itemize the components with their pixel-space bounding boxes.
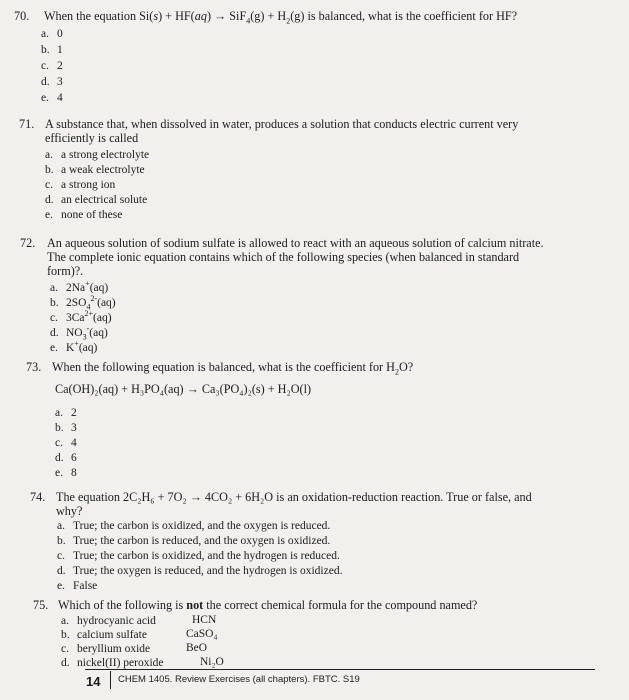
page-number: 14 <box>86 674 101 689</box>
option-c: c. a strong ion <box>45 179 116 191</box>
option-b-formula: CaSO₄ <box>186 628 218 640</box>
option-c: c. 4 <box>55 437 77 449</box>
option-d: d. an electrical solute <box>45 194 148 206</box>
question-text: Which of the following is not the correct chemical formula for the compound named? <box>58 598 478 612</box>
option-c: c. 2 <box>41 60 63 72</box>
option-c: c. beryllium oxide <box>61 643 151 655</box>
option-d: d. 6 <box>55 452 77 464</box>
question-text: A substance that, when dissolved in water, produces a solution that conducts electric current very efficiently is called <box>45 117 519 145</box>
option-a: a. 0 <box>41 28 63 40</box>
option-a: a. hydrocyanic acid <box>61 615 156 627</box>
option-e: e. False <box>57 580 98 592</box>
option-b: b. $2SO_4^{2-}(aq)$ <box>50 294 116 312</box>
option-e: e. 8 <box>55 467 77 479</box>
question-text: An aqueous solution of sodium sulfate is allowed to react with an aqueous solution of calcium nitrate. The complete ionic equation contains which of the following species (when balanced in standard form)?. <box>47 236 544 278</box>
option-b: b. a weak electrolyte <box>45 164 145 176</box>
option-d: d. 3 <box>41 76 63 88</box>
question-number: 74. <box>30 490 46 504</box>
option-c-formula: BeO <box>186 642 208 654</box>
option-d: d. $NO_3^-(aq)$ <box>50 324 108 342</box>
option-a: a. a strong electrolyte <box>45 149 150 161</box>
option-c: c. True; the carbon is oxidized, and the hydrogen is reduced. <box>57 550 340 562</box>
question-number: 71. <box>19 117 35 131</box>
question-number: 72. <box>20 236 36 250</box>
question-text: The equation 2C₂H₆ + 7O₂ → 4CO₂ + 6H₂O is an oxidation-reduction reaction. True or false, and why? <box>56 490 532 518</box>
option-c: c. $3Ca^{2+}(aq)$ <box>50 309 112 324</box>
option-e: e. 4 <box>41 92 63 104</box>
footer-separator <box>110 671 111 689</box>
question-number: 75. <box>33 598 49 612</box>
option-b: b. calcium sulfate <box>61 629 147 641</box>
footer-course: CHEM 1405. Review Exercises (all chapters). FBTC. S19 <box>118 674 360 685</box>
option-a: a. True; the carbon is oxidized, and the oxygen is reduced. <box>57 520 331 532</box>
question-number: 70. <box>14 9 30 23</box>
question-number: 73. <box>26 360 42 374</box>
option-e: e. K+(aq) <box>50 339 98 354</box>
option-e: e. none of these <box>45 209 123 221</box>
option-a: a. 2 <box>55 407 77 419</box>
option-b: b. True; the carbon is reduced, and the oxygen is oxidized. <box>57 535 331 547</box>
equation: Ca(OH)₂(aq) + H₃PO₄(aq) → Ca₃(PO₄)₂(s) + H₂O(l) <box>55 382 312 396</box>
question-text: When the equation $Si(s) + HF(aq) \to SiF_4(g) + H_2(g)$ is balanced, what is the coefficient for HF? <box>44 9 518 26</box>
footer-rule <box>85 669 595 670</box>
option-a: a. 2Na+(aq) <box>50 279 109 294</box>
option-d-formula: Ni₂O <box>200 656 224 668</box>
option-b: b. 1 <box>41 44 63 56</box>
question-text: When the following equation is balanced, what is the coefficient for $H_2O$? <box>52 360 414 377</box>
option-b: b. 3 <box>55 422 77 434</box>
option-d: d. nickel(II) peroxide <box>61 657 164 669</box>
option-a-formula: HCN <box>192 614 217 626</box>
option-d: d. True; the oxygen is reduced, and the hydrogen is oxidized. <box>57 565 343 577</box>
